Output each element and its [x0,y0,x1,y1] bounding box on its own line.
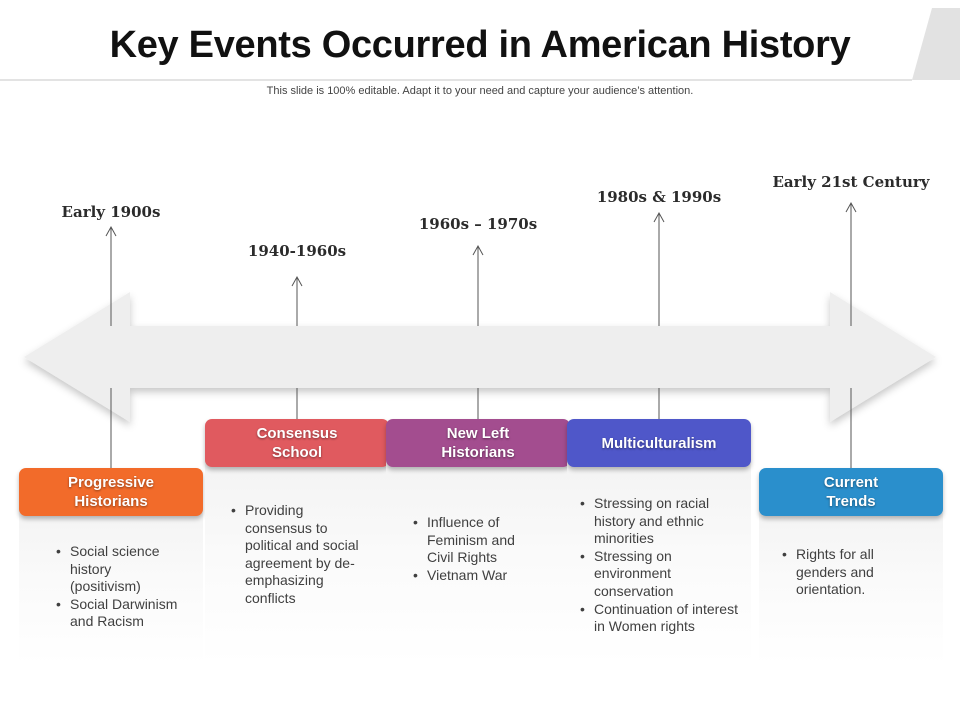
period-label: 1960s – 1970s [418,215,538,233]
period-label: Early 21st Century [772,173,930,191]
slide-subtitle: This slide is 100% editable. Adapt it to your need and capture your audience’s attention. [266,85,694,97]
school-card: Current Trends [759,468,943,516]
event-point: • Stressing on racial history and ethnic minorities [580,495,750,548]
event-point: • Continuation of interest in Women rights [580,601,750,636]
school-card: Multiculturalism [567,419,751,467]
event-point: • Rights for all genders and orientation. [782,546,892,599]
school-card: Consensus School [205,419,389,467]
event-points [580,495,750,636]
event-points [782,546,892,599]
period-label: 1980s & 1990s [596,188,722,206]
event-points [56,543,182,631]
timeline-arrow [24,292,936,422]
event-points [413,514,535,584]
event-point: • Social Darwinism and Racism [56,596,182,631]
school-card: Progressive Historians [19,468,203,516]
event-point: • Providing consensus to political and social agreement by de-emphasizing conflicts [231,502,359,608]
event-points [231,502,359,608]
event-point: • Vietnam War [413,567,535,585]
event-point: • Influence of Feminism and Civil Rights [413,514,535,567]
slide-title: Key Events Occurred in American History [109,24,851,66]
period-label: 1940-1960s [247,242,347,260]
period-label: Early 1900s [61,203,161,221]
school-card: New Left Historians [386,419,570,467]
event-point: • Stressing on environment conservation [580,548,750,601]
event-point: • Social science history (positivism) [56,543,182,596]
